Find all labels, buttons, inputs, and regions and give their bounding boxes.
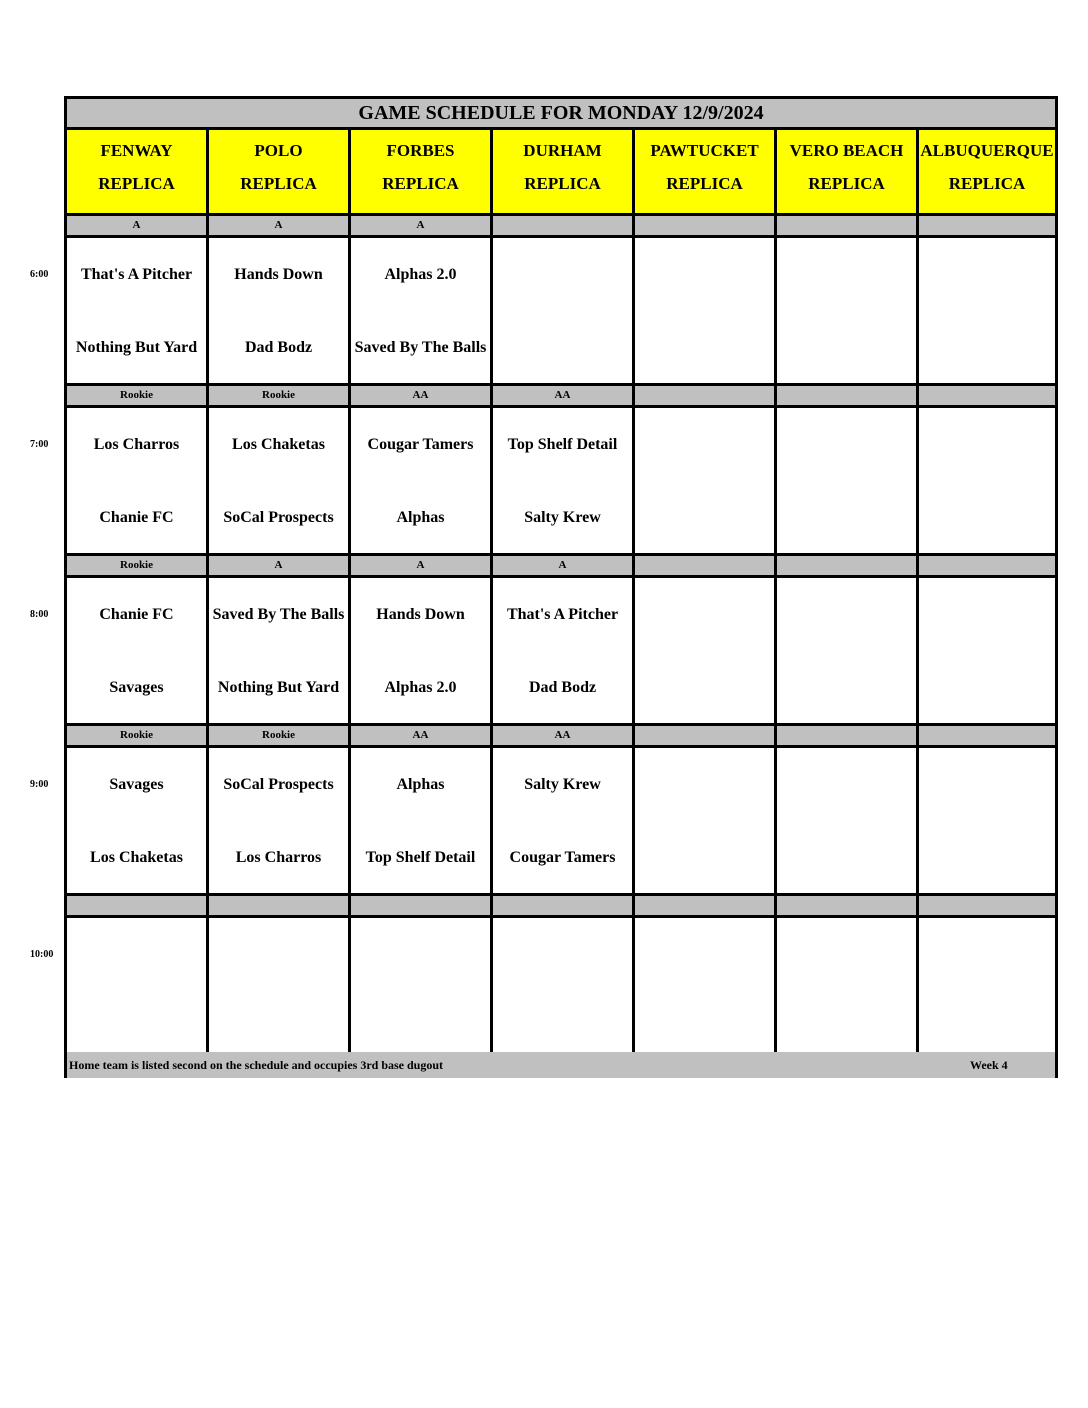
home-team (493, 325, 632, 371)
away-team (919, 762, 1055, 808)
division-label: A (209, 216, 351, 235)
game-cell (777, 748, 919, 893)
division-label: Rookie (209, 386, 351, 405)
time-label: 10:00 (30, 949, 54, 960)
division-label (635, 726, 777, 745)
venue-subtitle: REPLICA (666, 174, 743, 193)
home-team: Dad Bodz (244, 339, 313, 356)
venue-subtitle: REPLICA (98, 174, 175, 193)
game-cell (777, 918, 919, 1063)
game-cell (209, 408, 351, 553)
home-team: Los Charros (235, 849, 322, 866)
away-team: That's A Pitcher (506, 606, 619, 623)
home-team: Top Shelf Detail (365, 849, 476, 866)
division-label: AA (493, 726, 635, 745)
division-label: Rookie (67, 556, 209, 575)
home-team (919, 1005, 1055, 1051)
division-label (635, 386, 777, 405)
division-label (919, 556, 1055, 575)
venue-header (777, 130, 919, 213)
away-team: Top Shelf Detail (507, 436, 618, 453)
venue-header (67, 130, 209, 213)
week-label: Week 4 (970, 1058, 1008, 1072)
time-label: 7:00 (30, 439, 49, 450)
division-label: Rookie (67, 386, 209, 405)
home-team: Los Chaketas (90, 849, 183, 866)
away-team (777, 592, 916, 638)
home-team (919, 665, 1055, 711)
division-label (777, 556, 919, 575)
away-team: Cougar Tamers (367, 436, 474, 453)
division-label (777, 386, 919, 405)
games-row (67, 918, 1055, 1063)
game-cell (493, 748, 635, 893)
away-team (777, 762, 916, 808)
division-row (67, 386, 1055, 405)
away-team (777, 252, 916, 298)
game-cell (209, 238, 351, 383)
division-label (919, 726, 1055, 745)
home-team: Saved By The Balls (354, 339, 487, 356)
division-label: A (351, 556, 493, 575)
venue-header (209, 130, 351, 213)
away-team (919, 932, 1055, 978)
games-row (67, 238, 1055, 383)
division-label (209, 896, 351, 915)
games-row (67, 578, 1055, 723)
game-cell (635, 238, 777, 383)
venue-header (635, 130, 777, 213)
division-label: Rookie (67, 726, 209, 745)
venue-header (351, 130, 493, 213)
time-label: 8:00 (30, 609, 49, 620)
division-label (635, 896, 777, 915)
division-label: A (493, 556, 635, 575)
game-cell (67, 918, 209, 1063)
venue-name: FORBES (386, 141, 455, 160)
game-cell (67, 578, 209, 723)
home-team: Nothing But Yard (75, 339, 198, 356)
division-row (67, 216, 1055, 235)
division-label: AA (493, 386, 635, 405)
schedule-table (64, 96, 1058, 1078)
home-team: Alphas 2.0 (384, 679, 457, 696)
game-cell (209, 748, 351, 893)
home-team (67, 1005, 206, 1051)
game-cell (67, 408, 209, 553)
division-label: A (67, 216, 209, 235)
away-team: Los Charros (93, 436, 180, 453)
division-label: A (351, 216, 493, 235)
game-cell (919, 408, 1055, 553)
games-row (67, 748, 1055, 893)
home-team (209, 1005, 348, 1051)
away-team (635, 252, 774, 298)
division-label (919, 216, 1055, 235)
home-team (635, 1005, 774, 1051)
game-cell (635, 748, 777, 893)
away-team: Alphas (396, 776, 445, 793)
division-row (67, 896, 1055, 915)
game-cell (777, 578, 919, 723)
home-team (777, 665, 916, 711)
game-cell (493, 578, 635, 723)
home-team: Nothing But Yard (217, 679, 340, 696)
division-label: AA (351, 726, 493, 745)
division-label (777, 726, 919, 745)
venue-subtitle: REPLICA (948, 174, 1026, 193)
game-cell (67, 238, 209, 383)
away-team (351, 932, 490, 978)
game-cell (67, 748, 209, 893)
game-cell (635, 578, 777, 723)
time-label: 6:00 (30, 269, 49, 280)
venue-header (493, 130, 635, 213)
away-team: SoCal Prospects (223, 776, 334, 793)
venue-header-row (67, 130, 1055, 213)
venue-subtitle: REPLICA (808, 174, 885, 193)
game-cell (919, 918, 1055, 1063)
time-label: 9:00 (30, 779, 49, 790)
away-team (919, 252, 1055, 298)
home-team (777, 495, 916, 541)
away-team (635, 422, 774, 468)
away-team: Savages (109, 776, 164, 793)
venue-subtitle: REPLICA (240, 174, 317, 193)
division-label (919, 386, 1055, 405)
game-cell (919, 578, 1055, 723)
division-label (635, 216, 777, 235)
home-team: Chanie FC (99, 509, 174, 526)
game-cell (777, 238, 919, 383)
division-label (777, 216, 919, 235)
away-team: Saved By The Balls (212, 606, 345, 623)
away-team (635, 762, 774, 808)
away-team (777, 932, 916, 978)
away-team (635, 932, 774, 978)
venue-name: FENWAY (100, 141, 173, 160)
division-label (919, 896, 1055, 915)
home-team (919, 495, 1055, 541)
division-label (493, 896, 635, 915)
game-cell (351, 748, 493, 893)
game-cell (351, 578, 493, 723)
game-cell (635, 918, 777, 1063)
division-row (67, 726, 1055, 745)
away-team (67, 932, 206, 978)
away-team (777, 422, 916, 468)
away-team (919, 422, 1055, 468)
home-team (635, 835, 774, 881)
away-team: Salty Krew (524, 776, 601, 793)
home-team (635, 665, 774, 711)
game-cell (493, 918, 635, 1063)
away-team (493, 932, 632, 978)
home-team (351, 1005, 490, 1051)
division-label (493, 216, 635, 235)
division-label (635, 556, 777, 575)
home-team (777, 835, 916, 881)
venue-name: VERO BEACH (789, 141, 904, 160)
away-team: Hands Down (376, 606, 465, 623)
division-row (67, 556, 1055, 575)
venue-name: PAWTUCKET (650, 141, 759, 160)
game-cell (351, 238, 493, 383)
home-team (919, 835, 1055, 881)
away-team: That's A Pitcher (80, 266, 193, 283)
away-team: Hands Down (234, 266, 323, 283)
division-label: A (209, 556, 351, 575)
game-cell (493, 408, 635, 553)
division-label (67, 896, 209, 915)
home-team (635, 495, 774, 541)
home-team: Alphas (396, 509, 445, 526)
division-label: Rookie (209, 726, 351, 745)
away-team: Alphas 2.0 (384, 266, 457, 283)
home-team: Salty Krew (524, 509, 601, 526)
game-cell (351, 918, 493, 1063)
game-cell (351, 408, 493, 553)
game-cell (919, 748, 1055, 893)
away-team: Chanie FC (99, 606, 174, 623)
away-team (493, 252, 632, 298)
schedule-footer (67, 1052, 1055, 1078)
venue-subtitle: REPLICA (382, 174, 459, 193)
away-team (919, 592, 1055, 638)
home-team: Dad Bodz (528, 679, 597, 696)
venue-header (919, 130, 1055, 213)
game-cell (919, 238, 1055, 383)
away-team (209, 932, 348, 978)
home-team (635, 325, 774, 371)
home-team (919, 325, 1055, 371)
away-team: Los Chaketas (232, 436, 325, 453)
game-cell (209, 918, 351, 1063)
games-row (67, 408, 1055, 553)
home-team (493, 1005, 632, 1051)
footer-note: Home team is listed second on the schedule and occupies 3rd base dugout (69, 1058, 444, 1072)
home-team: Savages (109, 679, 164, 696)
venue-name: ALBUQUERQUE (920, 141, 1054, 160)
venue-name: POLO (254, 141, 303, 160)
page-title: GAME SCHEDULE FOR MONDAY 12/9/2024 (67, 99, 1055, 130)
venue-subtitle: REPLICA (524, 174, 601, 193)
game-cell (777, 408, 919, 553)
game-cell (493, 238, 635, 383)
venue-name: DURHAM (523, 141, 602, 160)
division-label: AA (351, 386, 493, 405)
division-label (351, 896, 493, 915)
division-label (777, 896, 919, 915)
game-cell (209, 578, 351, 723)
home-team: Cougar Tamers (509, 849, 616, 866)
game-cell (635, 408, 777, 553)
home-team: SoCal Prospects (223, 509, 334, 526)
home-team (777, 1005, 916, 1051)
away-team (635, 592, 774, 638)
home-team (777, 325, 916, 371)
